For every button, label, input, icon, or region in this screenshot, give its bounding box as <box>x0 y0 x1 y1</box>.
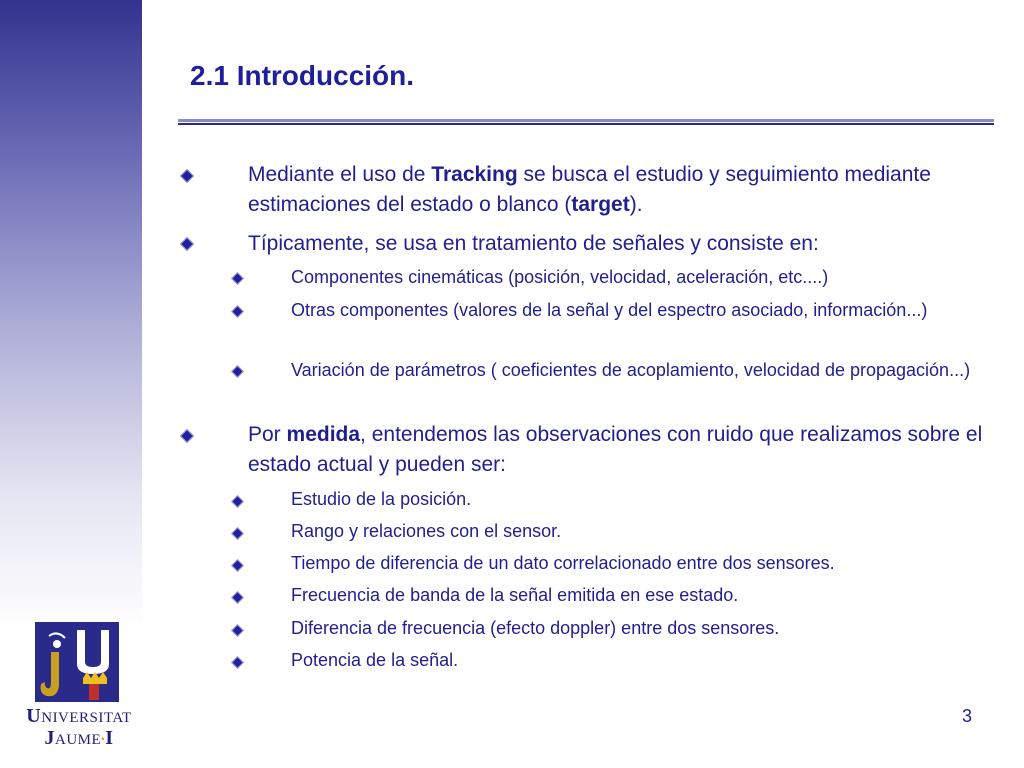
name-rest: NIVERSITAT <box>41 710 132 726</box>
sub-bullet-item: Estudio de la posición. <box>291 489 472 509</box>
sub-bullet-diamond-icon <box>231 495 244 508</box>
sub-bullet-diamond-icon <box>231 591 244 604</box>
sub-bullet-diamond-icon <box>231 559 244 572</box>
sub-bullet-item: Diferencia de frecuencia (efecto doppler) entre dos sensores. <box>291 618 780 638</box>
sub-bullet-diamond-icon <box>231 305 244 318</box>
bullet-text: Por <box>248 423 287 446</box>
title-divider-dark <box>178 123 994 125</box>
bullet-tracking <box>248 160 993 220</box>
bullet-diamond-icon <box>180 237 194 251</box>
bullet-text: ). <box>629 193 643 216</box>
page-number: 3 <box>962 706 973 726</box>
bullet-bold-term: medida <box>286 423 361 446</box>
bullet-medida <box>248 420 993 480</box>
university-name <box>18 706 140 751</box>
bullet-bold-term: target <box>571 193 630 216</box>
bullet-text: , entendemos las observaciones con ruido que realizamos sobre el estado actual y pueden ser: <box>248 423 983 476</box>
name-initial: J <box>44 727 55 749</box>
university-name-line1 <box>18 706 140 728</box>
sub-bullet-item: Componentes cinemáticas (posición, velocidad, aceleración, etc....) <box>291 267 829 287</box>
sub-bullet-item: Rango y relaciones con el sensor. <box>291 521 562 541</box>
sub-bullet-diamond-icon <box>231 365 244 378</box>
name-rest: AUME <box>55 732 102 748</box>
slide-title: 2.1 Introducción. <box>190 60 415 91</box>
title-divider-light <box>178 119 994 122</box>
sub-bullet-diamond-icon <box>231 656 244 669</box>
name-separator: • <box>101 734 106 746</box>
sub-bullet-diamond-icon <box>231 272 244 285</box>
sub-bullet-item: Variación de parámetros ( coeficientes de acoplamiento, velocidad de propagación...) <box>291 360 971 380</box>
university-logo-icon <box>35 622 119 702</box>
bullet-diamond-icon <box>180 429 194 443</box>
name-final: I <box>105 727 114 749</box>
name-initial: U <box>26 705 42 727</box>
sub-bullet-diamond-icon <box>231 624 244 637</box>
university-name-line2 <box>18 728 140 751</box>
bullet-text: se busca el estudio y seguimiento mediante estimaciones del estado o blanco ( <box>248 163 931 216</box>
bullet-typical-use: Típicamente, se usa en tratamiento de señales y consiste en: <box>248 232 819 255</box>
bullet-bold-term: Tracking <box>431 163 518 186</box>
sub-bullet-item: Frecuencia de banda de la señal emitida en ese estado. <box>291 585 739 605</box>
bullet-text: Mediante el uso de <box>248 163 432 186</box>
sub-bullet-diamond-icon <box>231 527 244 540</box>
sub-bullet-item: Tiempo de diferencia de un dato correlacionado entre dos sensores. <box>291 553 835 573</box>
sub-bullet-item: Otras componentes (valores de la señal y del espectro asociado, información...) <box>291 300 928 320</box>
sub-bullet-item: Potencia de la señal. <box>291 650 459 670</box>
bullet-diamond-icon <box>180 169 194 183</box>
